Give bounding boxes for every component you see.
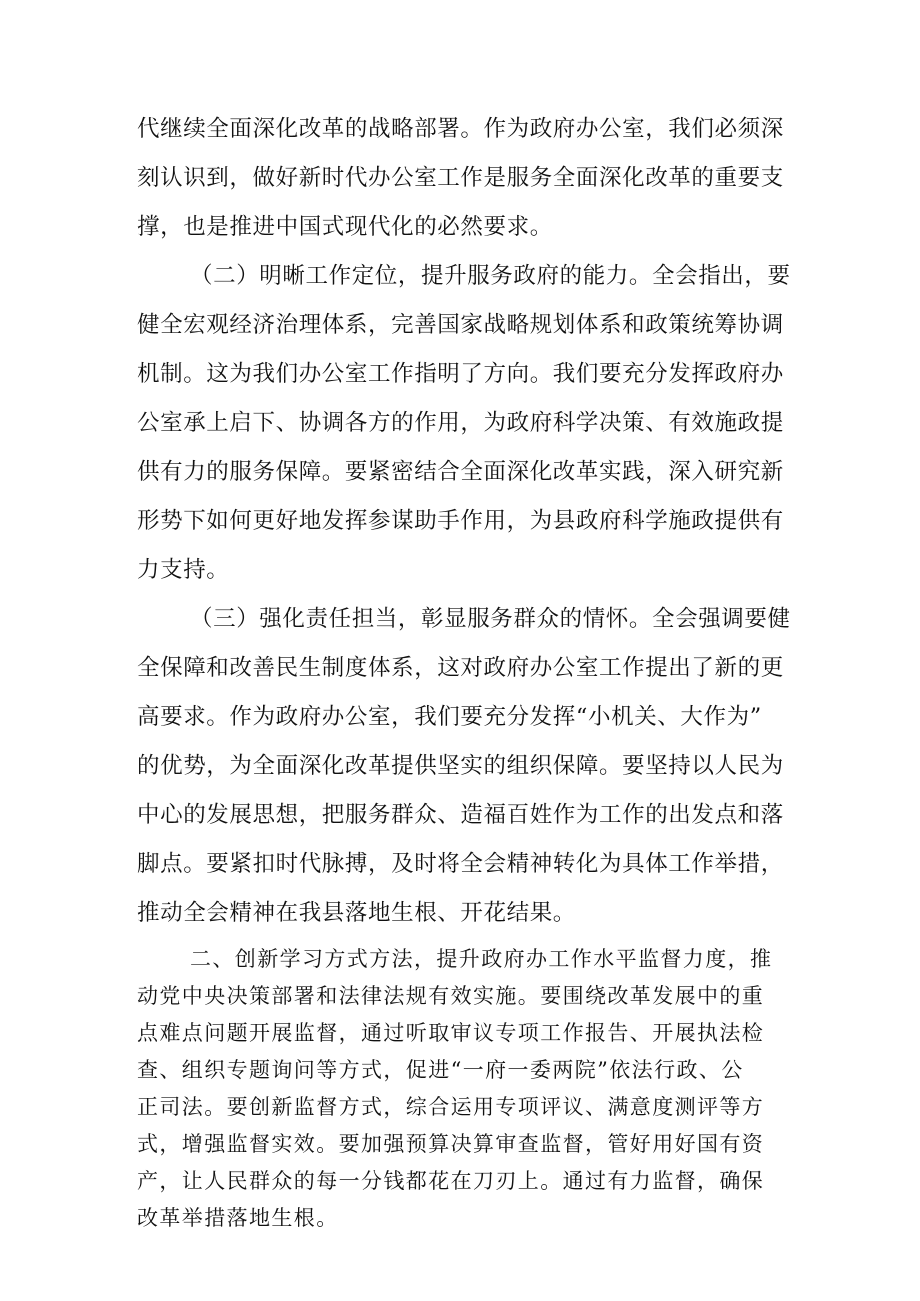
- text-line: 形势下如何更好地发挥参谋助手作用，为县政府科学施政提供有: [137, 508, 784, 534]
- text-line: 点难点问题开展监督，通过听取审议专项工作报告、开展执法检: [137, 1021, 765, 1045]
- text-line: 公室承上启下、协调各方的作用，为政府科学决策、有效施政提: [137, 410, 784, 436]
- text-line: 动党中央决策部署和法律法规有效实施。要围绕改革发展中的重: [137, 984, 765, 1008]
- text-line: 全保障和改善民生制度体系，这对政府办公室工作提出了新的更: [137, 655, 784, 681]
- text-line: （二）明晰工作定位，提升服务政府的能力。全会指出，要: [190, 263, 791, 289]
- text-line: 健全宏观经济治理体系，完善国家战略规划体系和政策统筹协调: [137, 312, 784, 338]
- text-line: 二、创新学习方式方法，提升政府办工作水平监督力度，推: [190, 947, 773, 971]
- text-line: 供有力的服务保障。要紧密结合全面深化改革实践，深入研究新: [137, 459, 784, 485]
- text-line: 力支持。: [137, 557, 230, 583]
- text-line: 高要求。作为政府办公室，我们要充分发挥“小机关、大作为”: [137, 704, 762, 730]
- text-line: （三）强化责任担当，彰显服务群众的情怀。全会强调要健: [190, 606, 791, 632]
- text-line: 机制。这为我们办公室工作指明了方向。我们要充分发挥政府办: [137, 361, 784, 387]
- text-line: 查、组织专题询问等方式，促进“一府一委两院”依法行政、公: [137, 1058, 744, 1082]
- text-line: 改革举措落地生根。: [137, 1206, 339, 1230]
- text-line: 代继续全面深化改革的战略部署。作为政府办公室，我们必须深: [137, 116, 784, 142]
- text-line: 刻认识到，做好新时代办公室工作是服务全面深化改革的重要支: [137, 165, 784, 191]
- text-line: 中心的发展思想，把服务群众、造福百姓作为工作的出发点和落: [137, 802, 784, 828]
- text-line: 撑，也是推进中国式现代化的必然要求。: [137, 214, 553, 240]
- text-line: 正司法。要创新监督方式，综合运用专项评议、满意度测评等方: [137, 1095, 765, 1119]
- text-line: 脚点。要紧扣时代脉搏，及时将全会精神转化为具体工作举措，: [137, 851, 784, 877]
- text-line: 产，让人民群众的每一分钱都花在刀刃上。通过有力监督，确保: [137, 1169, 765, 1193]
- text-line: 推动全会精神在我县落地生根、开花结果。: [137, 900, 576, 926]
- text-line: 式，增强监督实效。要加强预算决算审查监督，管好用好国有资: [137, 1132, 765, 1156]
- text-line: 的优势，为全面深化改革提供坚实的组织保障。要坚持以人民为: [137, 753, 784, 779]
